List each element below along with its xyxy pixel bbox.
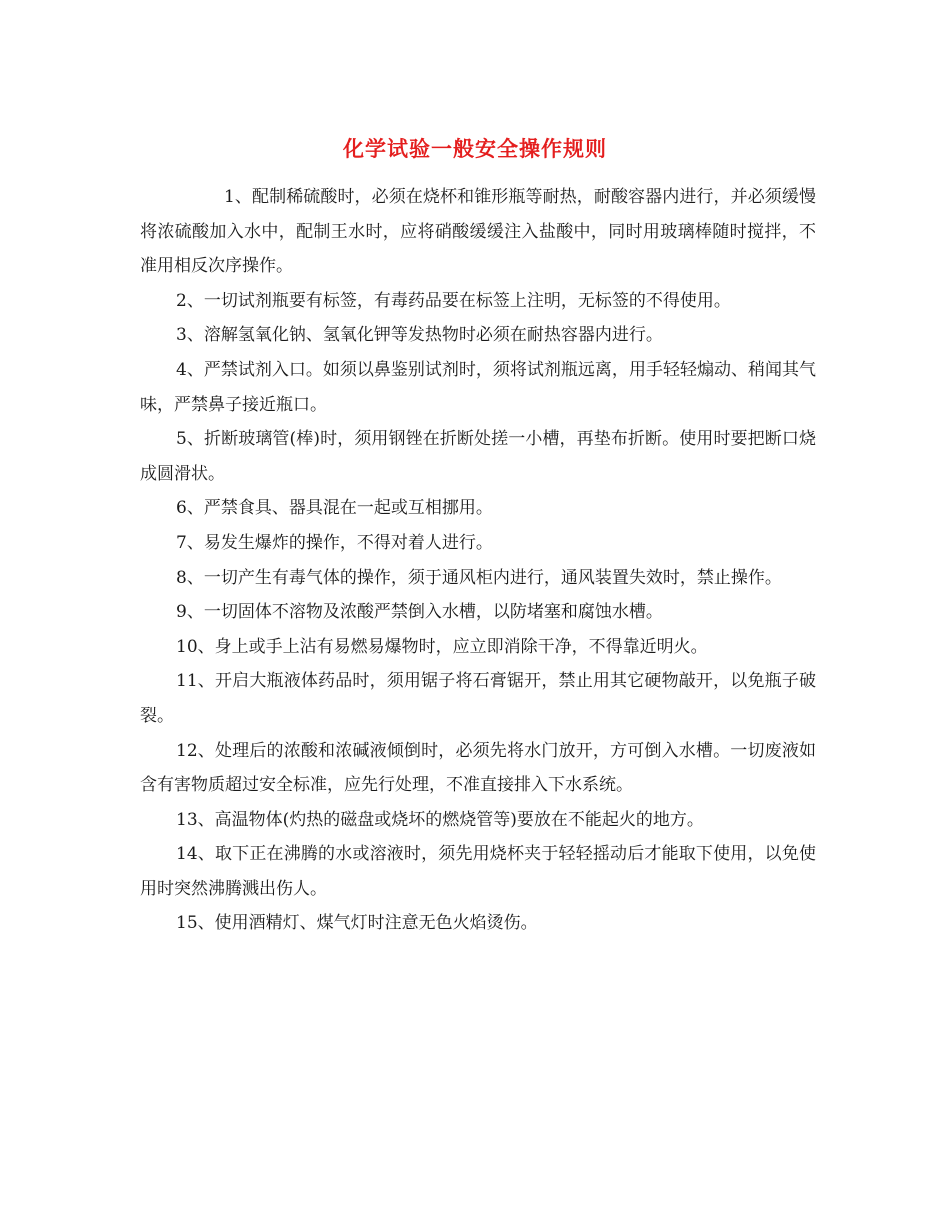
rule-13: 13、高温物体(灼热的磁盘或烧坏的燃烧管等)要放在不能起火的地方。 xyxy=(176,809,704,830)
document-title: 化学试验一般安全操作规则 xyxy=(343,137,607,162)
rule-3: 3、溶解氢氧化钠、氢氧化钾等发热物时必须在耐热容器内进行。 xyxy=(176,325,663,346)
rule-14: 14、取下正在沸腾的水或溶液时，须先用烧杯夹于轻轻摇动后才能取下使用，以免使用时突然沸腾溅出伤人。 xyxy=(140,844,816,899)
rule-5: 5、折断玻璃管(棒)时，须用钢锉在折断处搓一小槽，再垫布折断。使用时要把断口烧成圆滑状。 xyxy=(140,429,816,484)
rule-8: 8、一切产生有毒气体的操作，须于通风柜内进行，通风装置失效时，禁止操作。 xyxy=(176,567,782,588)
rule-7: 7、易发生爆炸的操作，不得对着人进行。 xyxy=(176,532,493,553)
rule-2: 2、一切试剂瓶要有标签，有毒药品要在标签上注明，无标签的不得使用。 xyxy=(176,290,731,311)
rule-1: 1、配制稀硫酸时，必须在烧杯和锥形瓶等耐热，耐酸容器内进行，并必须缓慢将浓硫酸加入水中，配制王水时，应将硝酸缓缓注入盐酸中，同时用玻璃棒随时搅拌，不准用相反次序操作。 xyxy=(140,187,816,277)
rule-10: 10、身上或手上沾有易燃易爆物时，应立即消除干净，不得靠近明火。 xyxy=(176,636,708,657)
rule-9: 9、一切固体不溶物及浓酸严禁倒入水槽，以防堵塞和腐蚀水槽。 xyxy=(176,602,663,623)
rule-6: 6、严禁食具、器具混在一起或互相挪用。 xyxy=(176,498,493,519)
rule-11: 11、开启大瓶液体药品时，须用锯子将石膏锯开，禁止用其它硬物敲开，以免瓶子破裂。 xyxy=(140,671,816,726)
rules-list xyxy=(140,180,816,941)
rule-4: 4、严禁试剂入口。如须以鼻鉴别试剂时，须将试剂瓶远离，用手轻轻煽动、稍闻其气味，严禁鼻子接近瓶口。 xyxy=(140,359,816,415)
rule-12: 12、处理后的浓酸和浓碱液倾倒时，必须先将水门放开，方可倒入水槽。一切废液如含有害物质超过安全标准，应先行处理，不准直接排入下水系统。 xyxy=(140,740,816,796)
rule-15: 15、使用酒精灯、煤气灯时注意无色火焰烫伤。 xyxy=(176,913,538,934)
